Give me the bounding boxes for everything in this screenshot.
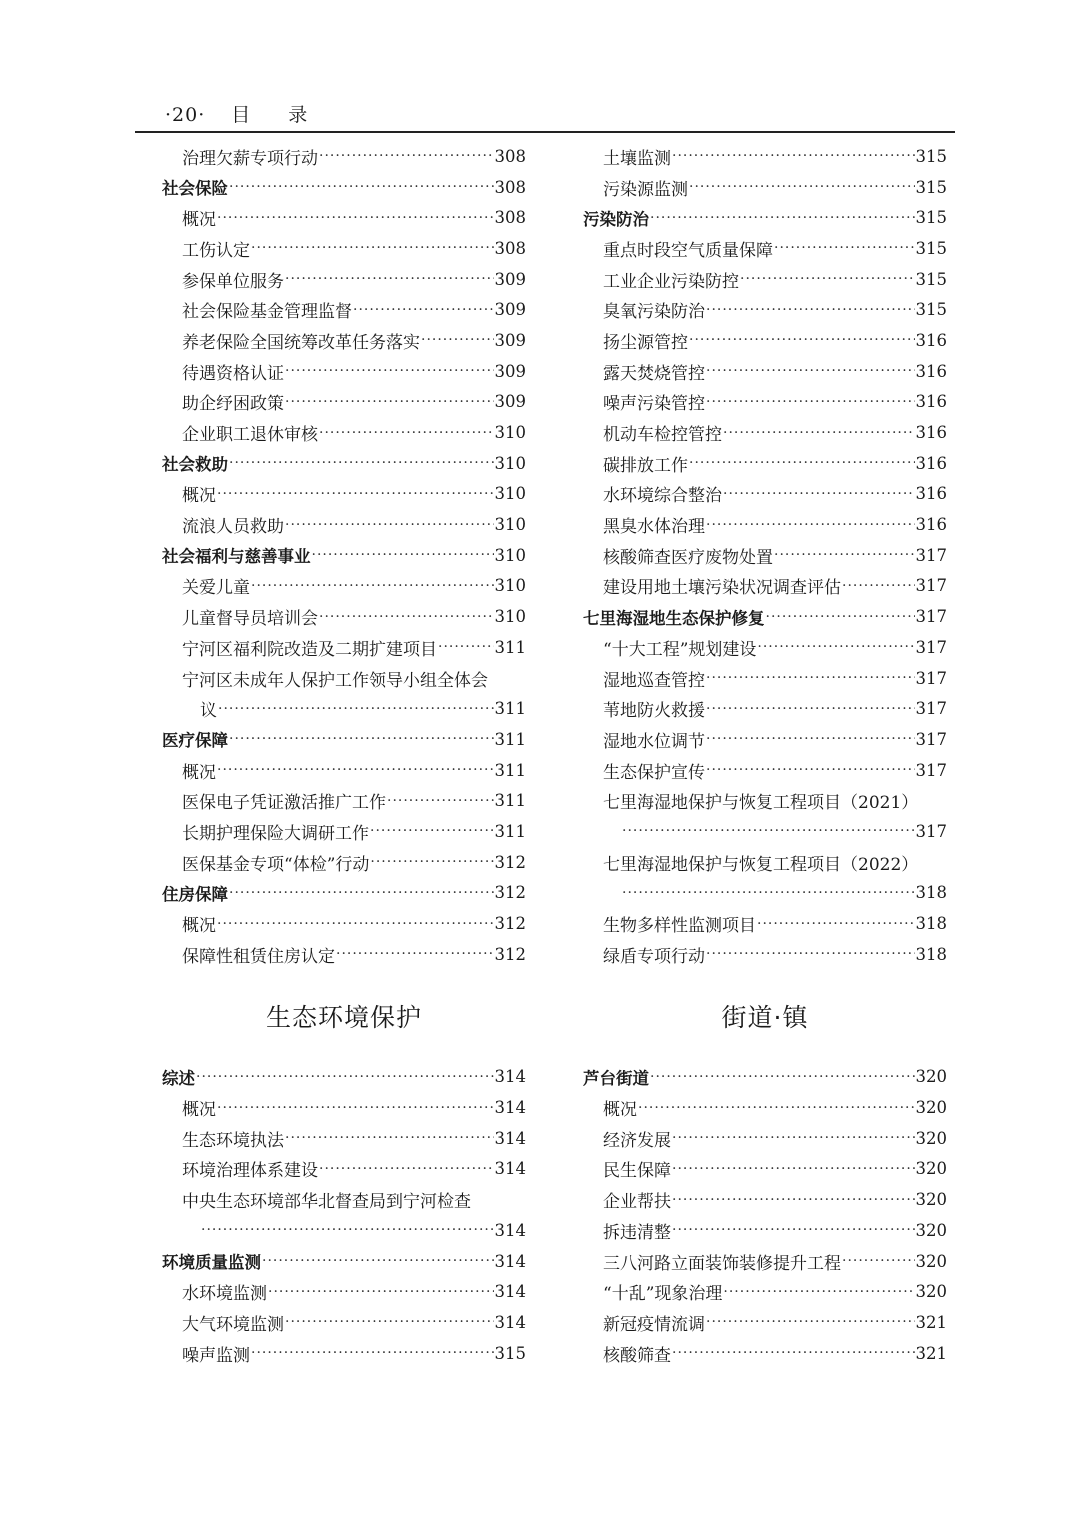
dot-leader [285,1314,494,1330]
toc-entry[interactable] [583,202,947,233]
toc-entry-page: 314 [494,1282,526,1302]
toc-entry[interactable] [162,724,526,755]
toc-entry-page: 316 [915,330,947,350]
dot-leader [706,762,915,778]
toc-entry[interactable] [583,785,947,816]
toc-entry-page: 316 [915,453,947,473]
dot-leader [672,1222,915,1238]
toc-entry-page: 311 [494,821,526,841]
dot-leader [201,1222,494,1238]
toc-entry-page: 317 [915,760,947,780]
toc-entry-title: 概况 [182,486,216,507]
toc-entry[interactable] [583,141,947,172]
toc-entry-title: 医保基金专项“体检”行动 [182,854,370,875]
dot-leader [268,1284,494,1300]
toc-entry-title: 环境治理体系建设 [182,1161,318,1182]
toc-entry-title: 概况 [603,1100,637,1121]
toc-entry-page: 315 [915,146,947,166]
toc-entry[interactable] [162,387,526,418]
toc-entry-title: 七里海湿地保护与恢复工程项目（2021） [603,793,919,814]
toc-entry-title: 噪声监测 [182,1345,250,1366]
toc-entry-title: 生物多样性监测项目 [603,916,756,937]
toc-entry-page: 317 [915,729,947,749]
toc-entry-title: 核酸筛查 [603,1345,671,1366]
toc-entry[interactable] [583,387,947,418]
toc-entry[interactable] [162,264,526,295]
toc-entry[interactable] [583,356,947,387]
toc-entry-title: 臭氧污染防治 [603,302,705,323]
toc-entry[interactable] [162,785,526,816]
toc-entry-page: 309 [494,361,526,381]
toc-entry-page: 311 [494,637,526,657]
toc-entry-page: 309 [494,300,526,320]
toc-entry-page: 309 [494,330,526,350]
toc-entry[interactable] [162,908,526,939]
toc-entry-page: 311 [494,791,526,811]
toc-entry-page: 320 [915,1159,947,1179]
toc-entry[interactable] [583,509,947,540]
toc-group-left-bottom [162,1062,526,1369]
toc-entry-page: 310 [494,423,526,443]
toc-entry-title: 医保电子凭证激活推广工作 [182,793,386,814]
dot-leader [650,1069,915,1085]
toc-entry-title: 黑臭水体治理 [603,517,705,538]
toc-entry[interactable] [583,908,947,939]
toc-entry-page: 317 [915,699,947,719]
dot-leader [706,946,915,962]
toc-entry[interactable] [583,1307,947,1338]
toc-entry-title: 保障性租赁住房认定 [182,946,335,967]
dot-leader [723,1284,914,1300]
toc-group-right-top [583,141,947,970]
toc-entry-page: 314 [494,1159,526,1179]
toc-entry-title: 综述 [162,1068,195,1088]
toc-entry[interactable] [583,1123,947,1154]
toc-entry-title: 养老保险全国统筹改革任务落实 [182,332,420,353]
toc-entry-page: 311 [494,760,526,780]
toc-entry[interactable] [583,417,947,448]
toc-entry-title: 七里海湿地生态保护修复 [583,608,765,628]
toc-entry-page: 320 [915,1251,947,1271]
toc-entry-title: 建设用地土壤污染状况调查评估 [603,578,841,599]
toc-entry-title: 待遇资格认证 [182,363,284,384]
toc-entry[interactable] [583,479,947,510]
dot-leader [217,1100,494,1116]
toc-entry-page: 312 [494,944,526,964]
toc-entry-page: 318 [915,883,947,903]
toc-entry-page: 315 [915,208,947,228]
dot-leader [251,240,494,256]
toc-entry-title: 七里海湿地保护与恢复工程项目（2022） [603,854,919,875]
toc-entry-title: 宁河区未成年人保护工作领导小组全体会 [182,670,488,691]
dot-leader [774,240,915,256]
toc-entry[interactable] [162,1246,526,1277]
toc-entry-title: 污染防治 [583,209,649,229]
toc-entry[interactable] [162,1338,526,1369]
toc-entry[interactable] [583,1062,947,1093]
toc-entry[interactable] [162,601,526,632]
toc-entry-title: 社会保险 [162,179,228,199]
dot-leader [217,916,494,932]
toc-entry-title: 概况 [182,916,216,937]
toc-entry-title: 概况 [182,210,216,231]
toc-entry-title: 企业职工退休审核 [182,425,318,446]
dot-leader [672,1130,915,1146]
toc-entry[interactable] [162,540,526,571]
toc-entry[interactable] [162,1307,526,1338]
toc-entry-page: 318 [915,914,947,934]
dot-leader [285,271,494,287]
toc-entry-page: 314 [494,1128,526,1148]
dot-leader [336,946,494,962]
toc-entry-title: 议 [200,701,217,722]
toc-entry-title: 拆违清整 [603,1222,671,1243]
toc-entry[interactable] [162,509,526,540]
toc-entry[interactable] [583,724,947,755]
dot-leader [842,578,915,594]
toc-entry[interactable] [162,939,526,970]
toc-entry-page: 314 [494,1251,526,1271]
toc-entry[interactable] [162,847,526,878]
toc-entry-title: 企业帮扶 [603,1192,671,1213]
dot-leader [285,394,494,410]
dot-leader [672,1161,915,1177]
toc-entry[interactable] [583,693,947,724]
toc-entry-title: 治理欠薪专项行动 [182,148,318,169]
toc-entry[interactable] [162,172,526,203]
toc-entry-title: 民生保障 [603,1161,671,1182]
dot-leader [672,148,915,164]
dot-leader [285,1130,494,1146]
toc-entry-page: 316 [915,361,947,381]
toc-entry[interactable] [583,1246,947,1277]
toc-entry-title: 绿盾专项行动 [603,946,705,967]
dot-leader [229,731,494,747]
dot-leader [319,609,494,625]
toc-entry-title: 社会救助 [162,455,228,475]
toc-entry[interactable] [583,448,947,479]
toc-entry-title: 扬尘源管控 [603,332,688,353]
toc-entry-title: 参保单位服务 [182,271,284,292]
toc-entry[interactable] [162,141,526,172]
toc-entry[interactable] [162,479,526,510]
toc-entry[interactable] [162,1062,526,1093]
toc-entry-page: 310 [494,515,526,535]
toc-entry-page: 321 [915,1343,947,1363]
dot-leader [689,179,915,195]
section-title-right: 街道·镇 [721,1002,809,1032]
toc-entry-page: 314 [494,1220,526,1240]
dot-leader [319,148,494,164]
toc-entry-page: 317 [915,821,947,841]
toc-entry-page: 320 [915,1282,947,1302]
toc-entry-title: 核酸筛查医疗废物处置 [603,547,773,568]
toc-entry-title: 生态保护宣传 [603,762,705,783]
toc-entry-title: 宁河区福利院改造及二期扩建项目 [182,639,437,660]
toc-entry-page: 315 [915,269,947,289]
dot-leader [757,916,915,932]
toc-entry-page: 315 [915,177,947,197]
dot-leader [672,1192,915,1208]
toc-entry[interactable] [162,233,526,264]
toc-entry-page: 310 [494,453,526,473]
dot-leader [421,332,494,348]
toc-entry[interactable] [583,939,947,970]
toc-entry-title: 水环境监测 [182,1284,267,1305]
toc-entry-page: 314 [494,1067,526,1087]
toc-entry[interactable] [583,540,947,571]
dot-leader [706,363,915,379]
toc-entry[interactable] [162,878,526,909]
dot-leader [370,823,494,839]
dot-leader [689,455,915,471]
toc-entry[interactable] [583,1338,947,1369]
toc-entry-page: 315 [915,238,947,258]
toc-entry-page: 310 [494,576,526,596]
toc-entry-title: 社会保险基金管理监督 [182,302,352,323]
toc-entry-title: “十大工程”规划建设 [603,639,757,660]
toc-entry-title: 大气环境监测 [182,1314,284,1335]
toc-entry-title: 环境质量监测 [162,1253,261,1273]
toc-entry-title: 长期护理保险大调研工作 [182,823,369,844]
toc-entry-title: 中央生态环境部华北督查局到宁河检查 [182,1192,471,1213]
toc-entry[interactable] [162,1154,526,1185]
toc-entry-title: 湿地水位调节 [603,731,705,752]
dot-leader [370,854,493,870]
toc-entry[interactable] [583,601,947,632]
toc-entry-page: 320 [915,1067,947,1087]
toc-entry-title: 三八河路立面装饰装修提升工程 [603,1253,841,1274]
dot-leader [723,425,915,441]
toc-entry-title: 土壤监测 [603,148,671,169]
dot-leader [706,394,915,410]
toc-entry-title: 新冠疫情流调 [603,1314,705,1335]
toc-entry-page: 320 [915,1098,947,1118]
toc-entry[interactable] [583,1184,947,1215]
toc-entry[interactable] [583,816,947,847]
dot-leader [706,670,915,686]
toc-entry-title: 机动车检控管控 [603,425,722,446]
toc-entry-page: 314 [494,1312,526,1332]
toc-entry[interactable] [162,1215,526,1246]
dot-leader [251,1345,494,1361]
toc-entry-page: 321 [915,1312,947,1332]
toc-entry-title: 工业企业污染防控 [603,271,739,292]
toc-entry-page: 320 [915,1220,947,1240]
toc-entry-page: 320 [915,1128,947,1148]
toc-entry[interactable] [583,663,947,694]
toc-entry-title: 概况 [182,1100,216,1121]
dot-leader [622,885,915,901]
dot-leader [706,1314,915,1330]
toc-entry-page: 311 [494,729,526,749]
toc-entry[interactable] [162,1276,526,1307]
dot-leader [217,762,494,778]
toc-entry-title: 噪声污染管控 [603,394,705,415]
toc-group-left-top [162,141,526,970]
toc-entry[interactable] [162,325,526,356]
toc-entry[interactable] [583,264,947,295]
toc-entry-page: 314 [494,1098,526,1118]
dot-leader [689,332,915,348]
toc-entry[interactable] [162,417,526,448]
toc-entry-page: 312 [494,883,526,903]
toc-entry-title: 助企纾困政策 [182,394,284,415]
toc-entry-title: 污染源监测 [603,179,688,200]
toc-entry-title: 生态环境执法 [182,1130,284,1151]
toc-entry-title: 苇地防火救援 [603,701,705,722]
toc-entry-title: 医疗保障 [162,731,228,751]
toc-entry[interactable] [583,755,947,786]
dot-leader [706,731,915,747]
dot-leader [319,1161,494,1177]
toc-entry-page: 309 [494,392,526,412]
toc-entry-title: 经济发展 [603,1130,671,1151]
dot-leader [312,547,494,563]
toc-entry-title: 重点时段空气质量保障 [603,240,773,261]
dot-leader [438,639,494,655]
toc-entry-title: 露天焚烧管控 [603,363,705,384]
toc-entry-page: 316 [915,484,947,504]
dot-leader [251,578,494,594]
dot-leader [229,885,494,901]
toc-entry-title: 儿童督导员培训会 [182,609,318,630]
toc-column-left [162,141,526,1368]
toc-entry[interactable] [162,693,526,724]
dot-leader [650,210,915,226]
dot-leader [723,486,915,502]
toc-entry[interactable] [583,1276,947,1307]
toc-entry[interactable] [162,816,526,847]
toc-entry[interactable] [583,1154,947,1185]
toc-entry-page: 308 [494,177,526,197]
toc-entry[interactable] [583,632,947,663]
dot-leader [622,823,915,839]
section-title-left: 生态环境保护 [265,1002,422,1032]
toc-entry-page: 316 [915,423,947,443]
toc-entry-page: 308 [494,238,526,258]
toc-entry-title: 工伤认定 [182,240,250,261]
toc-entry-title: 流浪人员救助 [182,517,284,538]
toc-entry-title: “十乱”现象治理 [603,1284,723,1305]
toc-entry-page: 310 [494,607,526,627]
toc-entry[interactable] [583,878,947,909]
page-header [165,100,323,127]
toc-entry-page: 316 [915,392,947,412]
toc-entry-page: 317 [915,576,947,596]
toc-entry[interactable] [162,632,526,663]
dot-leader [229,179,494,195]
toc-entry-page: 312 [494,852,526,872]
toc-entry-page: 308 [494,146,526,166]
toc-entry[interactable] [583,325,947,356]
toc-entry[interactable] [162,1123,526,1154]
dot-leader [766,609,915,625]
dot-leader [285,363,494,379]
toc-entry-page: 315 [494,1343,526,1363]
toc-entry[interactable] [162,448,526,479]
dot-leader [353,302,494,318]
dot-leader [229,455,494,471]
toc-entry-page: 320 [915,1190,947,1210]
toc-entry-page: 317 [915,545,947,565]
toc-entry-page: 311 [494,699,526,719]
toc-entry[interactable] [162,356,526,387]
dot-leader [706,302,915,318]
dot-leader [196,1069,494,1085]
toc-entry-title: 社会福利与慈善事业 [162,547,311,567]
toc-entry[interactable] [162,1092,526,1123]
toc-entry-page: 308 [494,208,526,228]
dot-leader [740,271,915,287]
toc-entry-page: 316 [915,515,947,535]
toc-entry-page: 318 [915,944,947,964]
dot-leader [262,1253,494,1269]
toc-entry[interactable] [162,663,526,694]
toc-entry-page: 317 [915,637,947,657]
toc-entry-title: 概况 [182,762,216,783]
toc-entry[interactable] [583,294,947,325]
toc-entry[interactable] [162,202,526,233]
toc-entry[interactable] [583,233,947,264]
toc-entry[interactable] [583,847,947,878]
dot-leader [757,639,914,655]
toc-entry[interactable] [162,755,526,786]
toc-entry-page: 309 [494,269,526,289]
dot-leader [706,701,915,717]
toc-group-right-bottom [583,1062,947,1369]
toc-entry-page: 317 [915,607,947,627]
dot-leader [706,517,915,533]
toc-entry-title: 关爱儿童 [182,578,250,599]
dot-leader [217,486,494,502]
toc-entry[interactable] [162,1184,526,1215]
toc-entry-page: 315 [915,300,947,320]
toc-entry[interactable] [583,1092,947,1123]
dot-leader [842,1253,915,1269]
dot-leader [387,793,494,809]
toc-entry-title: 住房保障 [162,884,228,904]
dot-leader [285,517,494,533]
header-title: 目 录 [231,104,324,126]
dot-leader [774,547,915,563]
toc-entry-page: 312 [494,914,526,934]
toc-entry[interactable] [162,571,526,602]
toc-entry[interactable] [583,1215,947,1246]
header-rule [135,131,955,133]
dot-leader [218,701,494,717]
toc-entry-title: 芦台街道 [583,1068,649,1088]
toc-entry-title: 湿地巡查管控 [603,670,705,691]
toc-entry-title: 水环境综合整治 [603,486,722,507]
toc-entry-title: 碳排放工作 [603,455,688,476]
dot-leader [319,425,494,441]
toc-entry-page: 317 [915,668,947,688]
toc-entry-page: 310 [494,545,526,565]
dot-leader [638,1100,915,1116]
page-number: ·20· [165,104,206,126]
toc-entry-page: 310 [494,484,526,504]
dot-leader [217,210,494,226]
toc-entry[interactable] [583,571,947,602]
toc-column-right [583,141,947,1368]
toc-entry[interactable] [583,172,947,203]
toc-entry[interactable] [162,294,526,325]
dot-leader [672,1345,915,1361]
